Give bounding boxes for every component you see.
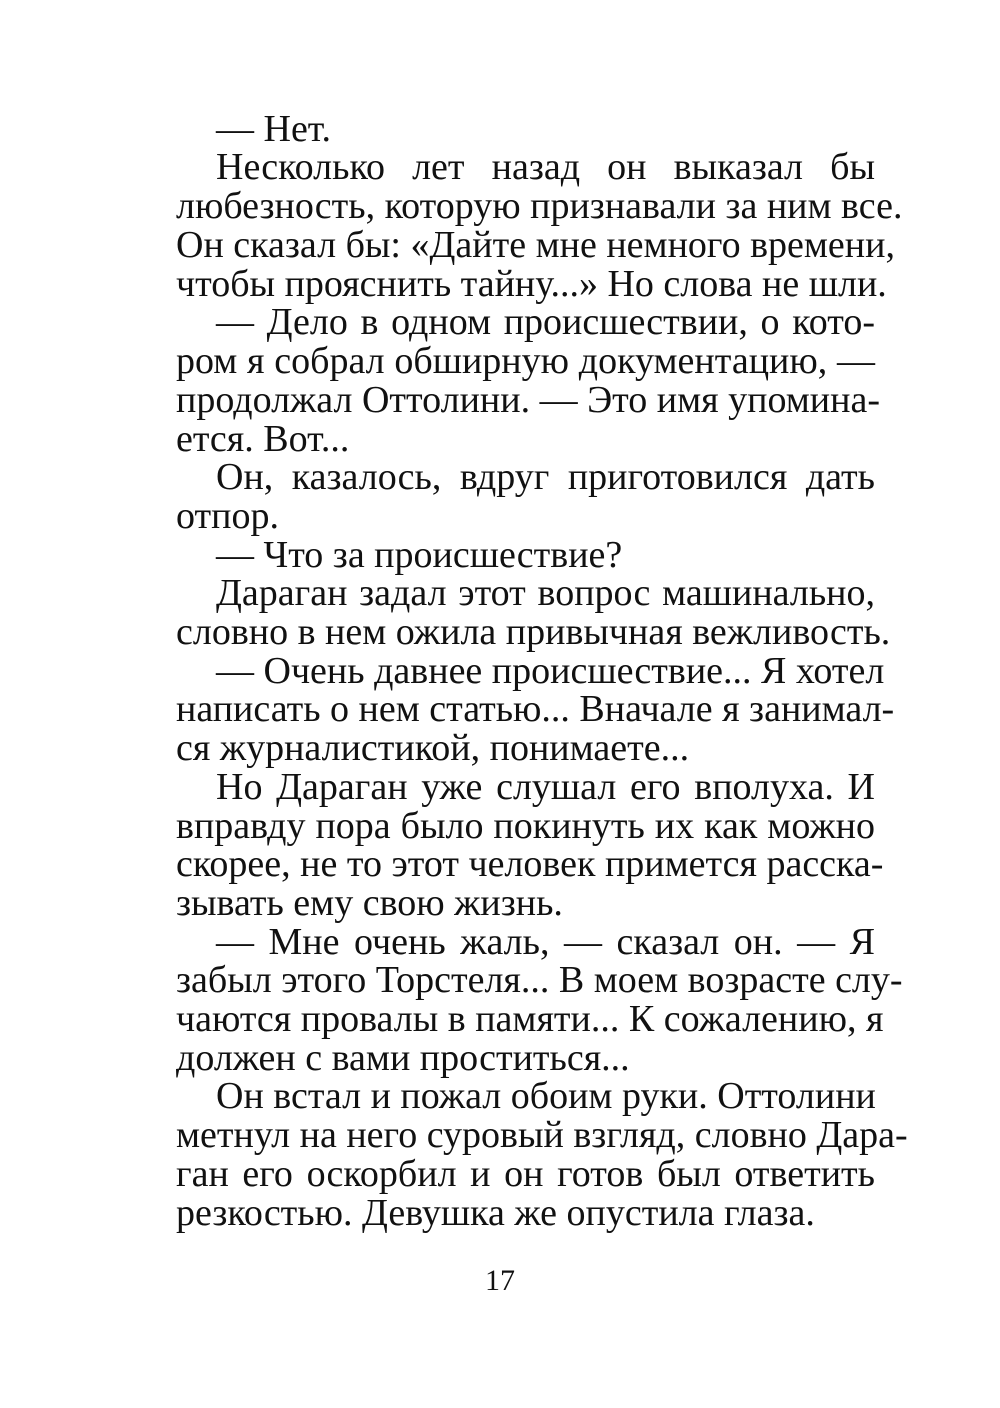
text-line: — Мне очень жаль, — сказал он. — Я: [216, 921, 875, 963]
text-line: любезность, которую признавали за ним все.: [176, 185, 903, 227]
page-number: 17: [485, 1264, 515, 1297]
text-line: вправду пора было покинуть их как можно: [176, 805, 875, 847]
text-line: отпор.: [176, 495, 279, 537]
text-line: Он сказал бы: «Дайте мне немного времени,: [176, 224, 895, 266]
text-line: Он, казалось, вдруг приготовился дать: [216, 456, 875, 498]
text-line: — Очень давнее происшествие... Я хотел: [216, 650, 885, 692]
text-line: — Дело в одном происшествии, о кото-: [216, 301, 875, 343]
text-line: резкостью. Девушка же опустила глаза.: [176, 1192, 815, 1234]
text-line: ган его оскорбил и он готов был ответить: [176, 1153, 875, 1195]
text-line: метнул на него суровый взгляд, словно Дара-: [176, 1114, 908, 1156]
text-line: ется. Вот...: [176, 418, 350, 460]
text-line: — Нет.: [216, 108, 332, 150]
text-line: скорее, не то этот человек примется расска-: [176, 843, 884, 885]
text-line: ся журналистикой, понимаете...: [176, 727, 690, 769]
text-line: чаются провалы в памяти... К сожалению, я: [176, 998, 884, 1040]
text-line: словно в нем ожила привычная вежливость.: [176, 611, 891, 653]
text-line: ром я собрал обширную документацию, —: [176, 340, 875, 382]
text-line: должен с вами проститься...: [176, 1037, 630, 1079]
text-line: зывать ему свою жизнь.: [176, 882, 563, 924]
text-line: написать о нем статью... Вначале я занимал-: [176, 688, 895, 730]
text-line: продолжал Оттолини. — Это имя упомина-: [176, 379, 880, 421]
text-line: Но Дараган уже слушал его вполуха. И: [216, 766, 875, 808]
text-line: Он встал и пожал обоим руки. Оттолини: [216, 1075, 876, 1117]
text-line: Дараган задал этот вопрос машинально,: [216, 572, 875, 614]
text-line: — Что за происшествие?: [216, 534, 623, 576]
text-line: забыл этого Торстеля... В моем возрасте слу-: [176, 959, 903, 1001]
text-line: чтобы прояснить тайну...» Но слова не шли.: [176, 263, 887, 305]
text-line: Несколько лет назад он выказал бы: [216, 146, 875, 188]
